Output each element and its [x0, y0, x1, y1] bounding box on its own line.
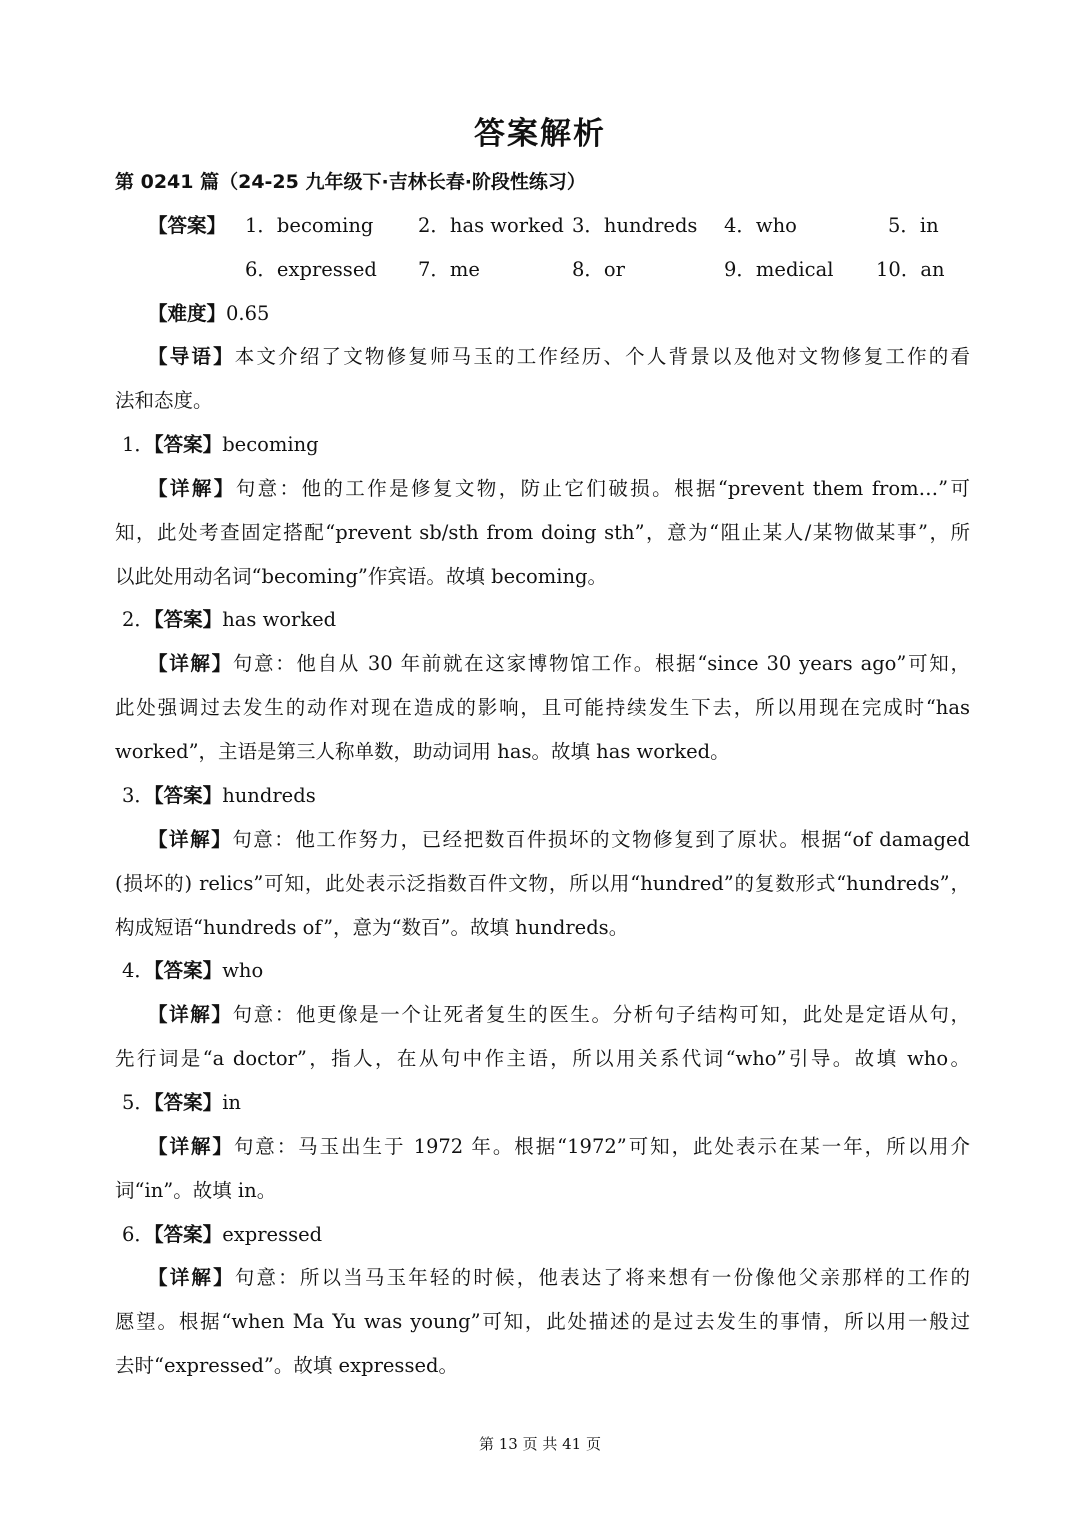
- question-detail-line: 【详解】句意：他工作努力，已经把数百件损坏的文物修复到了原状。根据“of damaged: [148, 828, 970, 851]
- answer-key-item: 4．who: [724, 214, 797, 237]
- question-detail-line: 构成短语“hundreds of”，意为“数百”。故填 hundreds。: [115, 916, 629, 939]
- question-detail-line: 【详解】句意：他的工作是修复文物，防止它们破损。根据“prevent them from…”可: [148, 477, 970, 500]
- answer-key-item: 10．an: [876, 258, 945, 281]
- question-answer-4: 4．【答案】who: [122, 959, 264, 982]
- question-detail-line: 知，此处考查固定搭配“prevent sb/sth from doing sth”，意为“阻止某人/某物做某事”，所: [115, 521, 970, 544]
- question-detail-line: 【详解】句意：马玉出生于 1972 年。根据“1972”可知，此处表示在某一年，所以用介: [148, 1135, 970, 1158]
- question-detail-line: (损坏的) relics”可知，此处表示泛指数百件文物，所以用“hundred”的复数形式“hundreds”，: [115, 872, 970, 895]
- answer-key-item: 5．in: [888, 214, 939, 237]
- page-number: 第 13 页 共 41 页: [478, 1435, 601, 1453]
- question-answer-6: 6．【答案】expressed: [122, 1223, 323, 1246]
- answer-key-item: 2．has worked: [418, 214, 564, 237]
- question-detail-line: 【详解】句意：所以当马玉年轻的时候，他表达了将来想有一份像他父亲那样的工作的: [148, 1266, 970, 1289]
- answer-key-item: 8．or: [572, 258, 625, 281]
- intro-line-1: 【导语】本文介绍了文物修复师马玉的工作经历、个人背景以及他对文物修复工作的看: [148, 345, 970, 368]
- intro-line-2: 法和态度。: [115, 389, 213, 412]
- question-detail-line: 词“in”。故填 in。: [115, 1179, 277, 1202]
- passage-subtitle: 第 0241 篇（24-25 九年级下·吉林长春·阶段性练习）: [115, 171, 586, 193]
- question-answer-3: 3．【答案】hundreds: [122, 784, 316, 807]
- question-answer-1: 1．【答案】becoming: [122, 433, 319, 456]
- question-detail-line: 愿望。根据“when Ma Yu was young”可知，此处描述的是过去发生的事情，所以用一般过: [115, 1310, 970, 1333]
- question-answer-2: 2．【答案】has worked: [122, 608, 337, 631]
- answer-key-tag: 【答案】: [148, 214, 227, 237]
- answer-key-item: 1．becoming: [245, 214, 374, 237]
- answer-key-item: 9．medical: [724, 258, 834, 281]
- question-detail-line: 先行词是“a doctor”，指人，在从句中作主语，所以用关系代词“who”引导。故填 who。: [115, 1047, 970, 1070]
- answer-key-item: 6．expressed: [245, 258, 377, 281]
- difficulty-line: 【难度】0.65: [148, 302, 270, 325]
- answer-key-item: 3．hundreds: [572, 214, 698, 237]
- question-detail-line: 【详解】句意：他更像是一个让死者复生的医生。分析句子结构可知，此处是定语从句，: [148, 1003, 970, 1026]
- question-detail-line: 此处强调过去发生的动作对现在造成的影响，且可能持续发生下去，所以用现在完成时“has: [115, 696, 970, 719]
- question-detail-line: worked”，主语是第三人称单数，助动词用 has。故填 has worked。: [115, 740, 730, 763]
- question-detail-line: 去时“expressed”。故填 expressed。: [115, 1354, 458, 1377]
- question-answer-5: 5．【答案】in: [122, 1091, 241, 1114]
- page-title: 答案解析: [474, 116, 606, 152]
- question-detail-line: 【详解】句意：他自从 30 年前就在这家博物馆工作。根据“since 30 years ago”可知，: [148, 652, 970, 675]
- answer-key-item: 7．me: [418, 258, 480, 281]
- question-detail-line: 以此处用动名词“becoming”作宾语。故填 becoming。: [115, 565, 608, 588]
